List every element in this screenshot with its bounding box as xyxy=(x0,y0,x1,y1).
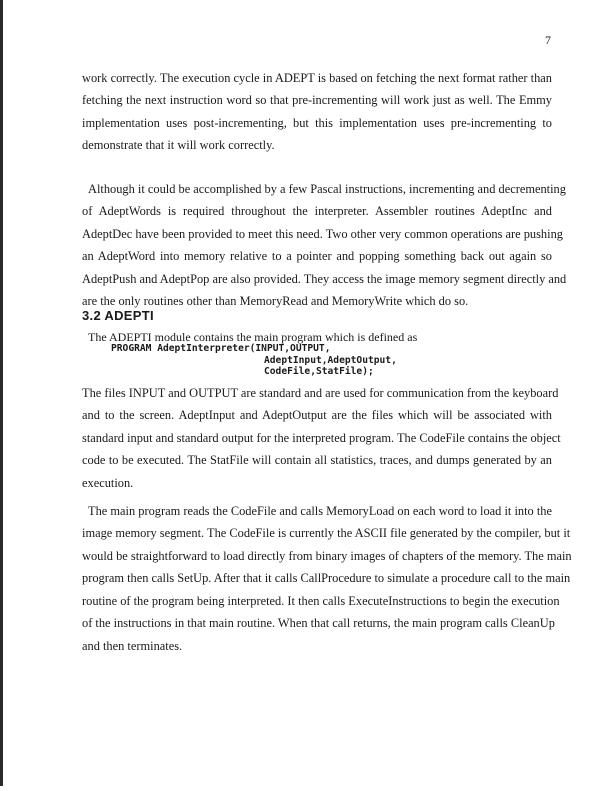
code-line: CodeFile,StatFile); xyxy=(264,366,374,377)
text-line: of the instructions in that main routine. When that call returns, the main program calls CleanUp xyxy=(82,616,555,630)
code-line: PROGRAM AdeptInterpreter(INPUT,OUTPUT, xyxy=(111,343,331,354)
text-line: fetching the next instruction word so that pre-incrementing will work just as well. The Emmy xyxy=(82,93,552,107)
text-line: routine of the program being interpreted. It then calls ExecuteInstructions to begin the execution xyxy=(82,594,560,608)
page-number: 7 xyxy=(545,33,551,47)
text-line: Although it could be accomplished by a few Pascal instructions, incrementing and decrementing xyxy=(88,182,566,196)
section-intro: The ADEPTI module contains the main program which is defined as xyxy=(88,330,418,344)
text-line: code to be executed. The StatFile will contain all statistics, traces, and dumps generated by an xyxy=(82,453,552,467)
text-line: work correctly. The execution cycle in ADEPT is based on fetching the next format rather than xyxy=(82,71,552,85)
text-line: execution. xyxy=(82,476,134,490)
text-line: AdeptDec have been provided to meet this need. Two other very common operations are pushing xyxy=(82,227,563,241)
text-line: The files INPUT and OUTPUT are standard and are used for communication from the keyboard xyxy=(82,386,559,400)
text-line: and to the screen. AdeptInput and AdeptOutput are the files which will be associated with xyxy=(82,408,552,422)
section-heading: 3.2 ADEPTI xyxy=(82,308,154,323)
text-line: The main program reads the CodeFile and calls MemoryLoad on each word to load it into the xyxy=(88,504,552,518)
code-line: AdeptInput,AdeptOutput, xyxy=(264,355,397,366)
scan-margin-rule xyxy=(0,0,3,786)
text-line: image memory segment. The CodeFile is currently the ASCII file generated by the compiler, but it xyxy=(82,526,571,540)
text-line: standard input and standard output for the interpreted program. The CodeFile contains the object xyxy=(82,431,561,445)
text-line: would be straightforward to load directly from binary images of chapters of the memory. The main xyxy=(82,549,572,563)
text-line: and then terminates. xyxy=(82,639,183,653)
text-line: implementation uses post-incrementing, but this implementation uses pre-incrementing to xyxy=(82,116,552,130)
text-line: are the only routines other than MemoryRead and MemoryWrite which do so. xyxy=(82,294,469,308)
text-line: of AdeptWords is required throughout the interpreter. Assembler routines AdeptInc and xyxy=(82,204,552,218)
text-line: demonstrate that it will work correctly. xyxy=(82,138,275,152)
text-line: program then calls SetUp. After that it calls CallProcedure to simulate a procedure call to the main xyxy=(82,571,571,585)
text-line: AdeptPush and AdeptPop are also provided. They access the image memory segment directly and xyxy=(82,272,567,286)
text-line: an AdeptWord into memory relative to a pointer and popping something back out again so xyxy=(82,249,552,263)
